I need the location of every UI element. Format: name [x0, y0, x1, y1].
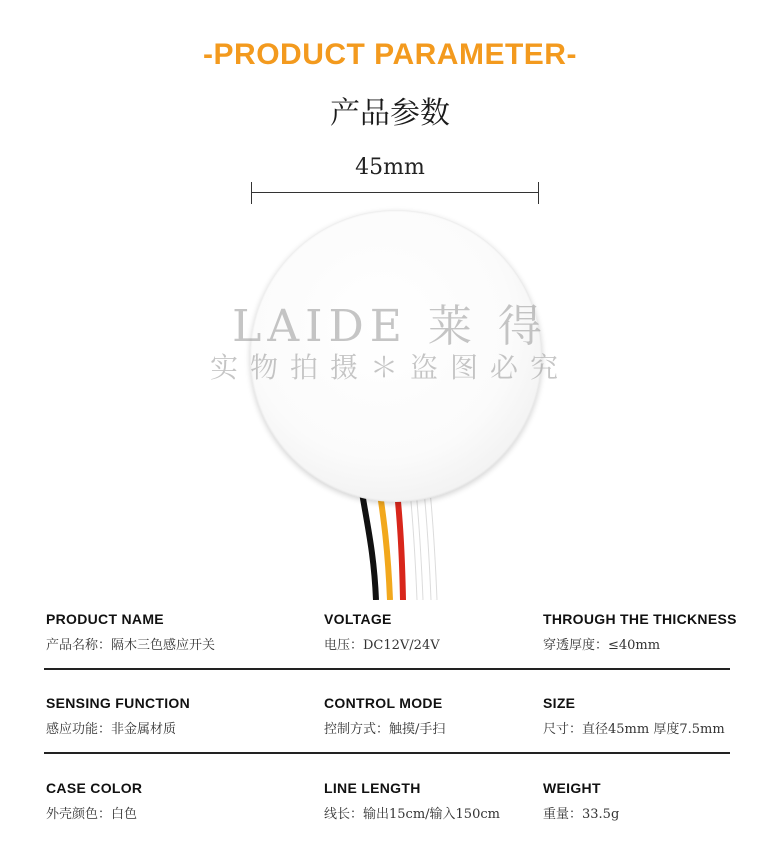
section-title-cn: 产品参数 [330, 96, 450, 131]
param-value: 控制方式：触摸/手扫 [324, 722, 446, 737]
param-thickness [543, 611, 737, 653]
param-label: SENSING FUNCTION [46, 695, 191, 711]
param-value: 感应功能：非金属材质 [46, 722, 177, 737]
param-sensing-function [46, 695, 190, 737]
section-title-en: -PRODUCT PARAMETER- [203, 38, 577, 71]
param-label: SIZE [543, 695, 576, 711]
param-value: 尺寸：直径45mm 厚度7.5mm [543, 722, 725, 737]
param-label: CASE COLOR [46, 780, 143, 796]
param-value: 外壳颜色：白色 [46, 807, 138, 822]
param-label: LINE LENGTH [324, 780, 421, 796]
param-case-color [46, 780, 142, 822]
param-value: 穿透厚度：≤40mm [543, 638, 661, 653]
param-line-length [324, 780, 500, 822]
param-label: VOLTAGE [324, 611, 392, 627]
row-divider [44, 668, 730, 670]
diameter-label: 45mm [355, 155, 425, 180]
param-product-name [46, 611, 215, 653]
param-control-mode [324, 695, 445, 737]
param-weight [543, 780, 619, 822]
param-label: CONTROL MODE [324, 695, 443, 711]
param-label: PRODUCT NAME [46, 611, 164, 627]
param-value: 线长：输出15cm/输入150cm [324, 807, 500, 822]
param-label: WEIGHT [543, 780, 601, 796]
param-value: 重量：33.5g [543, 807, 620, 822]
param-value: 电压：DC12V/24V [324, 638, 440, 653]
param-voltage [324, 611, 440, 653]
watermark-brand: LAIDE 莱 得 [232, 301, 548, 352]
param-size [543, 695, 725, 737]
watermark-notice: 实物拍摄＊盗图必究 [209, 351, 570, 384]
param-value: 产品名称：隔木三色感应开关 [46, 638, 216, 653]
row-divider [44, 752, 730, 754]
param-label: THROUGH THE THICKNESS [543, 611, 737, 627]
